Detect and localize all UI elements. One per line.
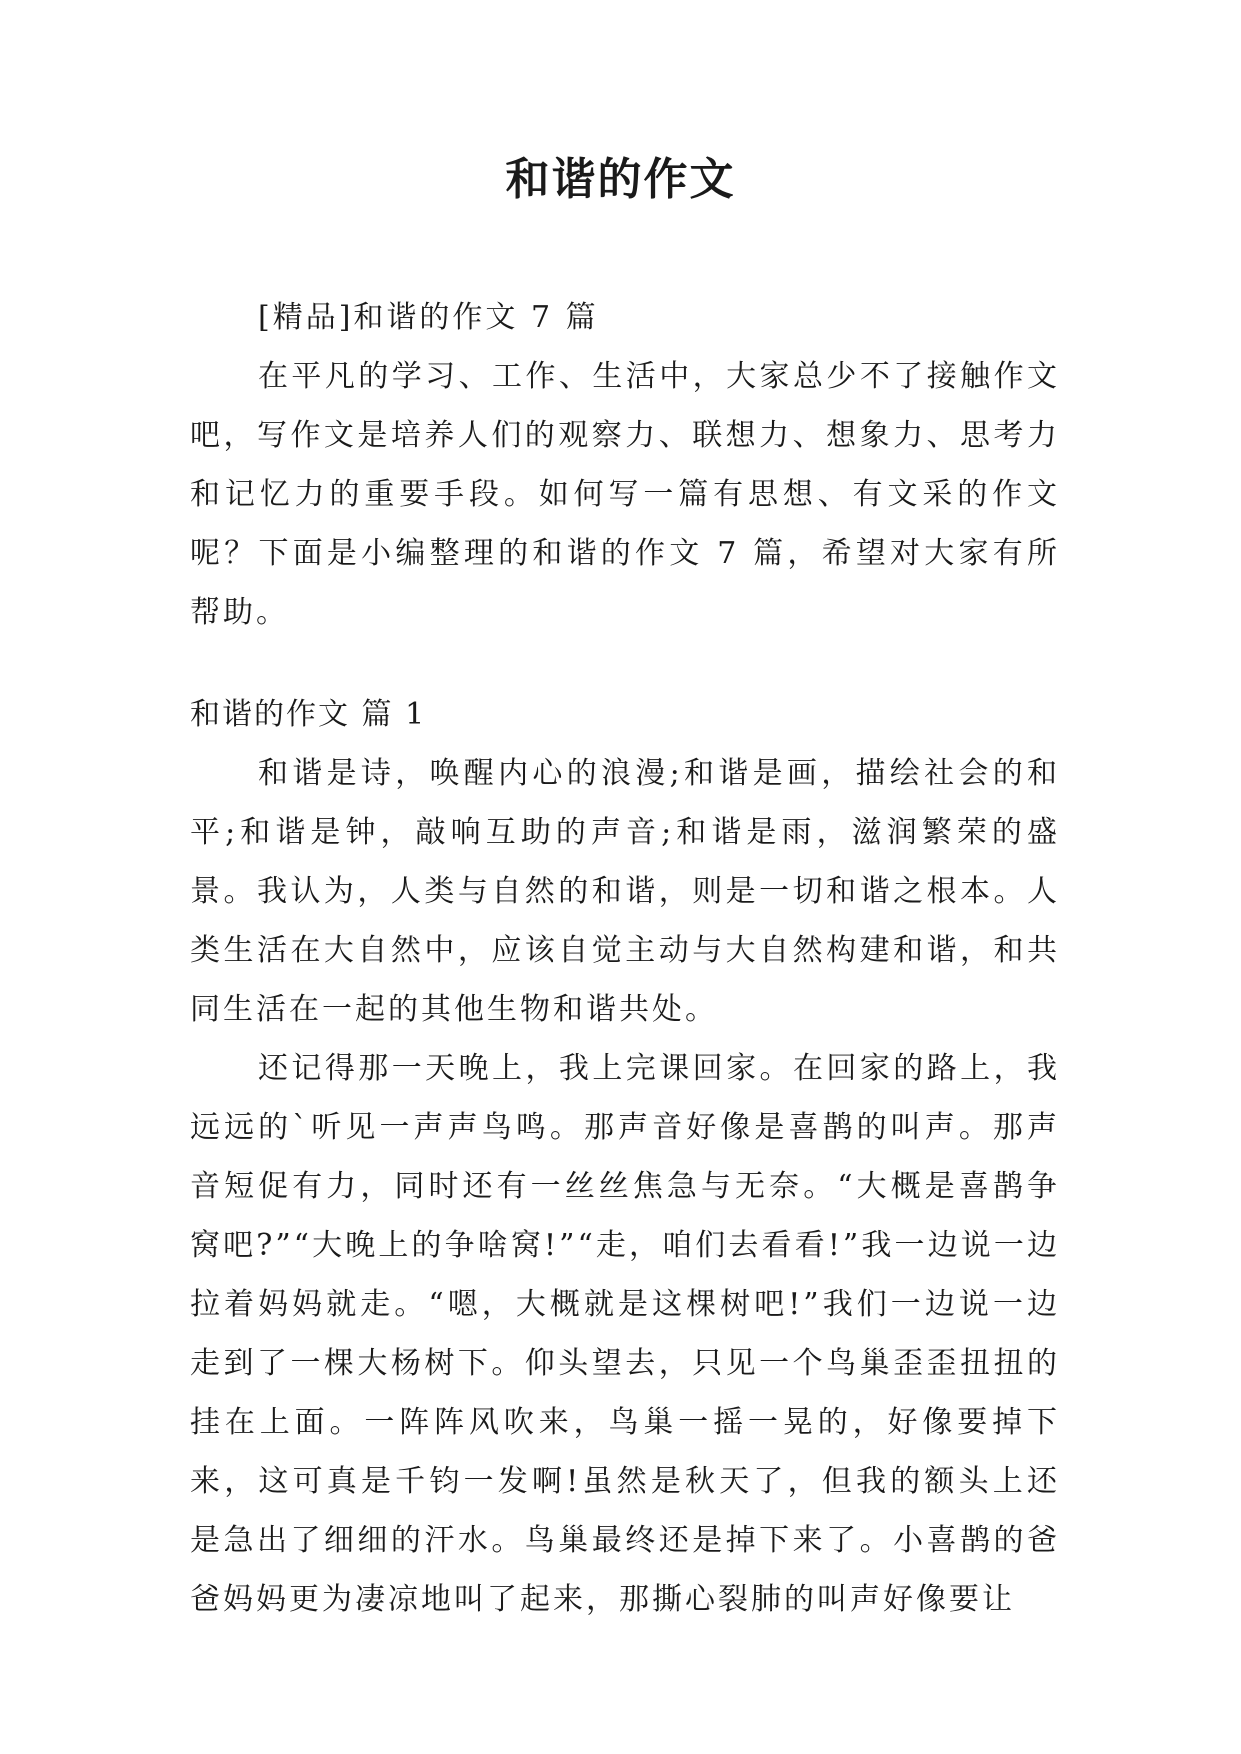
- body-paragraph-1: 和谐是诗，唤醒内心的浪漫;和谐是画，描绘社会的和平;和谐是钟，敲响互助的声音;和谐是雨，滋润繁荣的盛景。我认为，人类与自然的和谐，则是一切和谐之根本。人类生活在大自然中，应该自觉主动与大自然构建和谐，和共同生活在一起的其他生物和谐共处。: [190, 756, 1060, 1027]
- body-paragraph-2: 还记得那一天晚上，我上完课回家。在回家的路上，我远远的`听见一声声鸟鸣。那声音好像是喜鹊的叫声。那声音短促有力，同时还有一丝丝焦急与无奈。“大概是喜鹊争窝吧?”“大晚上的争啥窝!”“走，咱们去看看!”我一边说一边拉着妈妈就走。“嗯，大概就是这棵树吧!”我们一边说一边走到了一棵大杨树下。仰头望去，只见一个鸟巢歪歪扭扭的挂在上面。一阵阵风吹来，鸟巢一摇一晃的，好像要掉下来，这可真是千钧一发啊!虽然是秋天了，但我的额头上还是急出了细细的汗水。鸟巢最终还是掉下来了。小喜鹊的爸爸妈妈更为凄凉地叫了起来，那撕心裂肺的叫声好像要让: [190, 1051, 1060, 1617]
- intro-paragraph: 在平凡的学习、工作、生活中，大家总少不了接触作文吧，写作文是培养人们的观察力、联想力、想象力、思考力和记忆力的重要手段。如何写一篇有思想、有文采的作文呢？下面是小编整理的和谐的作文 7 篇，希望对大家有所帮助。: [190, 359, 1060, 630]
- document-body: [190, 288, 1060, 1629]
- document-subtitle: [精品]和谐的作文 7 篇: [258, 300, 599, 335]
- document-title: 和谐的作文: [505, 154, 736, 205]
- section-heading: 和谐的作文 篇 1: [190, 697, 427, 732]
